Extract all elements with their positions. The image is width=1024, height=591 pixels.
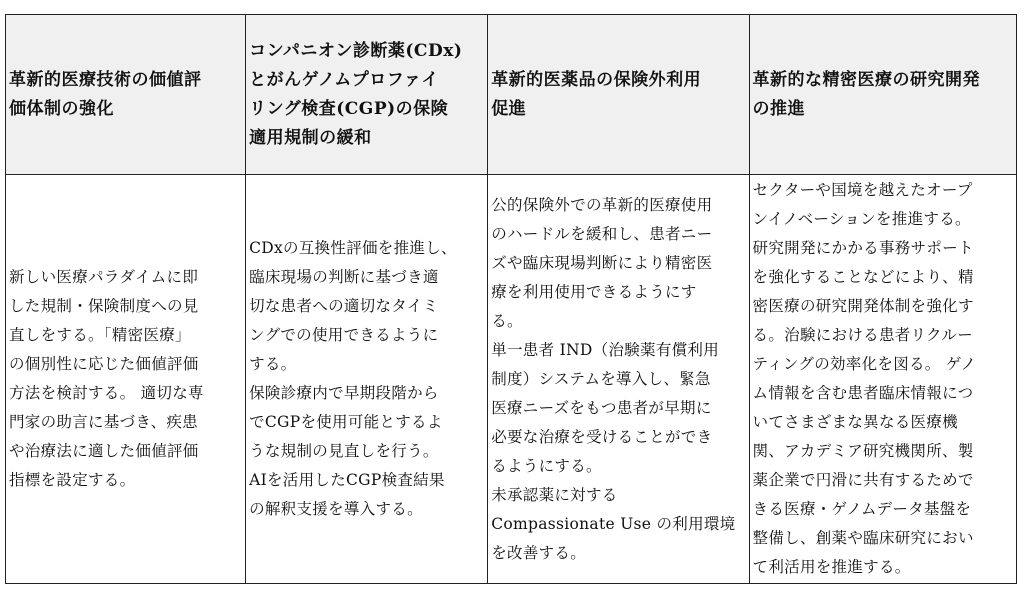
table-header-row	[6, 15, 1017, 175]
cell-line: 医療ニーズをもつ患者が早期に	[491, 398, 712, 417]
header-cell-value-assessment	[6, 15, 246, 175]
cell-line: ム情報を含む患者臨床情報につ	[752, 384, 974, 402]
cell-line: Compassionate Use の利用環境	[491, 514, 736, 533]
cell-line: る。	[491, 311, 523, 330]
cell-line: でCGPを使用可能とするよ	[249, 413, 443, 431]
cell-line: 指標を設定する。	[9, 471, 136, 489]
header-line: とがんゲノムプロファイ	[249, 69, 439, 90]
cell-line: いてさまざまな異なる医療機	[752, 413, 958, 431]
header-cell-off-insurance-use	[488, 15, 749, 175]
cell-line: うな規制の見直しを行う。	[249, 442, 439, 460]
cell-line: 整備し、創薬や臨床研究におい	[752, 529, 974, 547]
header-cell-cdx-cgp	[246, 15, 488, 175]
cell-line: CDxの互換性評価を推進し、	[249, 239, 457, 257]
cell-line: 新しい医療パラダイムに即	[9, 268, 199, 286]
cell-line: 関、アカデミア研究機関所、製	[752, 442, 974, 460]
cell-line: ズや臨床現場判断により精密医	[491, 253, 713, 272]
cell-line: る。治験における患者リクルー	[752, 326, 973, 344]
cell-line: を強化することなどにより、精	[752, 268, 974, 286]
cell-line: 方法を検討する。 適切な専	[9, 384, 204, 402]
cell-line: 直しをする。「精密医療」	[9, 326, 191, 344]
cell-line: 公的保険外での革新的医療使用	[491, 195, 713, 214]
body-cell-value-assessment	[6, 175, 246, 584]
cell-line: 単一患者 IND（治験薬有償利用	[491, 340, 720, 359]
body-cell-off-insurance-use	[488, 175, 749, 584]
cell-line: 研究開発にかかる事務サポート	[752, 239, 974, 257]
cell-line: の解釈支援を導入する。	[249, 500, 423, 518]
cell-line: 薬企業で円滑に共有するためで	[752, 471, 974, 489]
header-line: 価体制の強化	[9, 98, 114, 119]
cell-line: 保険診療内で早期段階から	[249, 384, 439, 402]
body-cell-precision-medicine-rd	[749, 175, 1016, 584]
cell-line: 門家の助言に基づき、疾患	[9, 413, 198, 431]
cell-line: て利活用を推進する。	[752, 558, 911, 576]
cell-line: や治療法に適した価値評価	[9, 442, 199, 460]
header-line: 革新的医薬品の保険外利用	[491, 69, 702, 90]
header-line: の推進	[752, 98, 806, 119]
cell-line: 必要な治療を受けることができ	[491, 427, 713, 446]
cell-line: のハードルを緩和し、患者ニー	[491, 224, 713, 243]
cell-line: AIを活用したCGP検査結果	[249, 471, 445, 489]
header-line: 革新的な精密医療の研究開発	[752, 69, 981, 90]
body-cell-cdx-cgp	[246, 175, 488, 584]
cell-line: する。	[249, 355, 297, 373]
cell-line: 療を利用使用できるようにす	[491, 282, 697, 301]
header-line: コンパニオン診断薬(CDx)	[249, 40, 463, 61]
cell-line: 切な患者への適切なタイミ	[249, 297, 439, 315]
cell-line: きる医療・ゲノムデータ基盤を	[752, 500, 972, 518]
header-cell-precision-medicine-rd	[749, 15, 1016, 175]
cell-line: るようにする。	[491, 456, 602, 475]
cell-line: 臨床現場の判断に基づき適	[249, 268, 439, 286]
cell-line: 制度）システムを導入し、緊急	[491, 369, 711, 388]
cell-line: セクターや国境を越えたオープ	[752, 181, 973, 199]
cell-line: した規制・保険制度への見	[9, 297, 199, 315]
table-body-row	[6, 175, 1017, 584]
cell-line: ングでの使用できるように	[249, 326, 439, 344]
header-line: 革新的医療技術の価値評	[9, 69, 202, 90]
cell-line: 密医療の研究開発体制を強化す	[752, 297, 974, 315]
header-line: 適用規制の緩和	[249, 127, 372, 148]
cell-line: の個別性に応じた価値評価	[9, 355, 199, 373]
policy-table	[5, 14, 1017, 584]
cell-line: ティングの効率化を図る。 ゲノ	[752, 355, 977, 373]
header-line: リング検査(CGP)の保険	[249, 98, 449, 119]
cell-line: ンイノベーションを推進する。	[752, 210, 971, 228]
cell-line: を改善する。	[491, 543, 586, 562]
cell-line: 未承認薬に対する	[491, 485, 618, 504]
header-line: 促進	[491, 98, 527, 119]
